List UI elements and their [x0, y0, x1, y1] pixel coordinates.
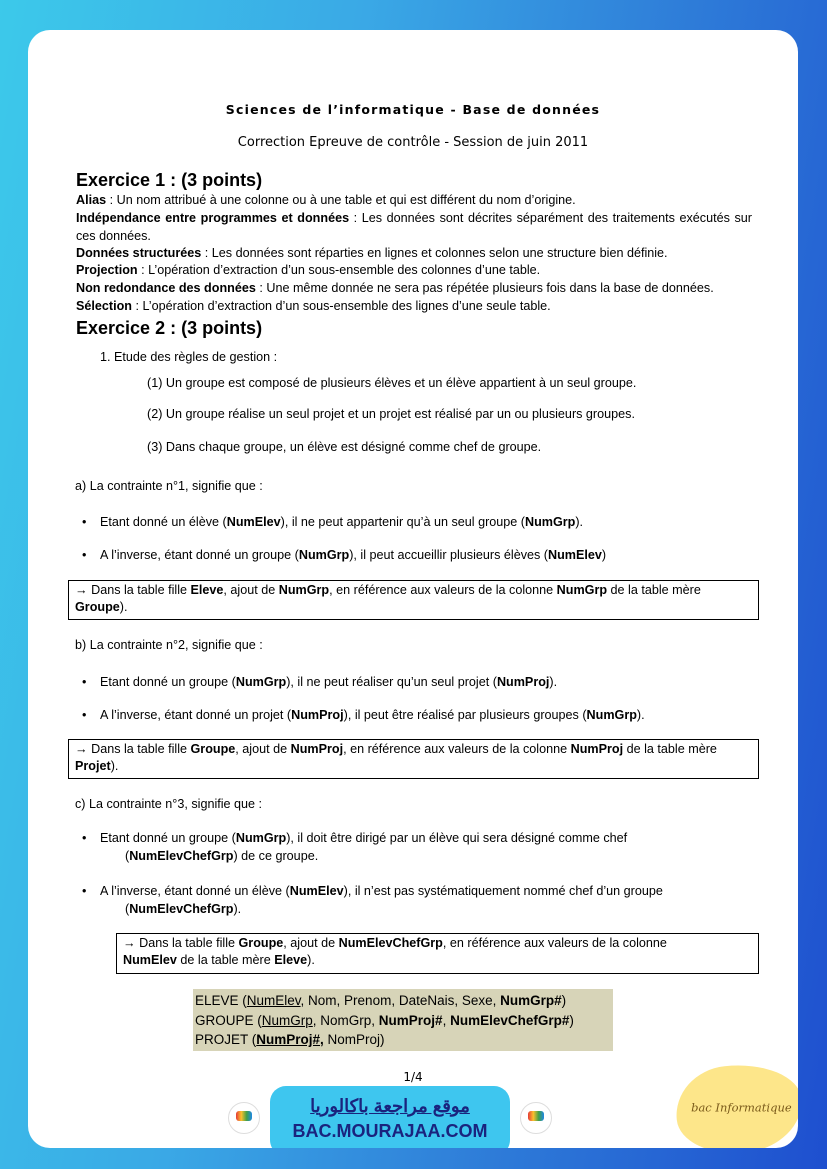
banner-url[interactable]: BAC.MOURAJAA.COM	[292, 1121, 488, 1141]
definition-donnees-structurees: Données structurées : Les données sont réparties en lignes et colonnes selon une structure bien définie.	[76, 246, 668, 260]
constraint-c-bullet-1: • Etant donné un groupe (NumGrp), il doit être dirigé par un élève qui sera désigné comme chef (NumElevChefGrp) de ce groupe.	[82, 831, 628, 863]
constraint-a-bullet-1: • Etant donné un élève (NumElev), il ne peut appartenir qu’à un seul groupe (NumGrp).	[82, 515, 584, 529]
schema-projet: PROJET (NumProj#, NomProj)	[195, 1032, 385, 1047]
rule-2: (2) Un groupe réalise un seul projet et un projet est réalisé par un ou plusieurs groupes.	[147, 407, 635, 421]
definition-non-redondance: Non redondance des données : Une même donnée ne sera pas répétée plusieurs fois dans la base de données.	[76, 281, 714, 295]
schema-groupe: GROUPE (NumGrp, NomGrp, NumProj#, NumElevChefGrp#)	[195, 1012, 574, 1028]
item-1-label: 1. Etude des règles de gestion :	[100, 350, 278, 364]
constraint-b-result-box: → Dans la table fille Groupe, ajout de NumProj, en référence aux valeurs de la colonne NumProj de la table mère Projet).	[68, 739, 759, 779]
bac-informatique-logo: bac Informatique	[672, 1059, 798, 1148]
constraint-c-bullet-2: • A l’inverse, étant donné un élève (NumElev), il n’est pas systématiquement nommé chef d’un groupe (NumElevChefGrp).	[82, 884, 663, 916]
constraint-c-result-box: → Dans la table fille Groupe, ajout de NumElevChefGrp, en référence aux valeurs de la colonne NumElev de la table mère Eleve).	[116, 933, 759, 974]
banner-arabic-text: موقع مراجعة باكالوريا	[310, 1096, 470, 1116]
definition-independance: Indépendance entre programmes et données : Les données sont décrites séparément des traitements exécutés sur ces données.	[76, 211, 752, 243]
constraint-c-label: c) La contrainte n°3, signifie que :	[75, 797, 263, 811]
rule-1: (1) Un groupe est composé de plusieurs élèves et un élève appartient à un seul groupe.	[147, 376, 637, 390]
definition-alias: Alias : Un nom attribué à une colonne ou à une table et qui est différent du nom d’origine.	[76, 193, 576, 207]
constraint-b-bullet-1: • Etant donné un groupe (NumGrp), il ne peut réaliser qu’un seul projet (NumProj).	[82, 675, 558, 689]
site-logo-icon-right	[520, 1102, 552, 1134]
site-logo-icon	[228, 1102, 260, 1134]
constraint-a-result-box: → Dans la table fille Eleve, ajout de NumGrp, en référence aux valeurs de la colonne NumGrp de la table mère Groupe).	[68, 580, 759, 620]
schema-eleve: ELEVE (NumElev, Nom, Prenom, DateNais, Sexe, NumGrp#)	[195, 993, 567, 1008]
site-banner[interactable]	[270, 1086, 510, 1148]
document-page	[28, 30, 798, 1148]
relational-schema	[193, 989, 613, 1051]
rule-3: (3) Dans chaque groupe, un élève est désigné comme chef de groupe.	[147, 440, 542, 454]
document-title: Sciences de l’informatique - Base de données	[225, 102, 601, 117]
page-number: 1/4	[403, 1070, 423, 1084]
exercise-2-heading: Exercice 2 : (3 points)	[76, 318, 263, 338]
exercise-1-heading: Exercice 1 : (3 points)	[76, 170, 263, 190]
constraint-a-label: a) La contrainte n°1, signifie que :	[75, 479, 263, 493]
constraint-a-bullet-2: • A l’inverse, étant donné un groupe (NumGrp), il peut accueillir plusieurs élèves (NumElev)	[82, 548, 607, 562]
constraint-b-bullet-2: • A l’inverse, étant donné un projet (NumProj), il peut être réalisé par plusieurs groupes (NumGrp).	[82, 708, 645, 722]
definition-selection: Sélection : L’opération d’extraction d’un sous-ensemble des lignes d’une seule table.	[76, 299, 551, 313]
definition-projection: Projection : L’opération d’extraction d’un sous-ensemble des colonnes d’une table.	[76, 263, 541, 277]
document-subtitle: Correction Epreuve de contrôle - Session de juin 2011	[237, 135, 589, 150]
constraint-b-label: b) La contrainte n°2, signifie que :	[75, 638, 263, 652]
